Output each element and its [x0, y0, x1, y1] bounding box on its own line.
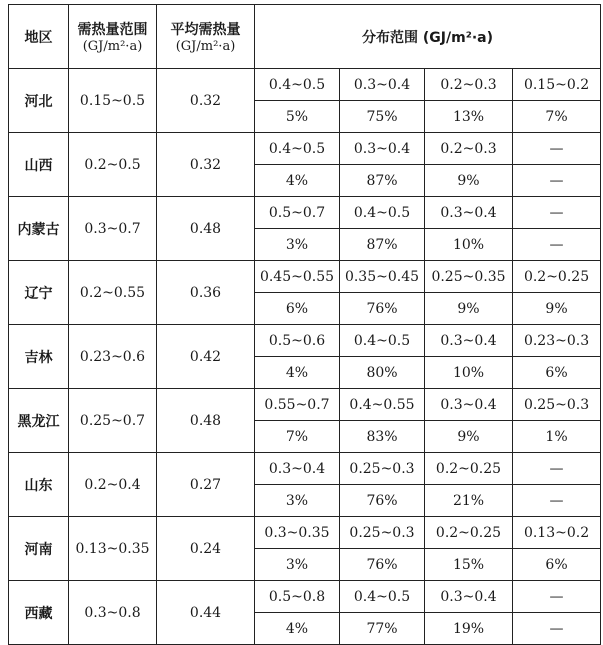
dist-range-cell: 0.3~0.35	[255, 517, 340, 549]
region-cell: 山东	[9, 453, 69, 517]
header-row	[9, 5, 601, 69]
dist-percent-cell: 6%	[255, 293, 340, 325]
dist-percent-cell: 76%	[340, 549, 425, 581]
table-row	[9, 133, 601, 165]
dist-range-cell: 0.3~0.4	[425, 197, 513, 229]
dist-range-cell: 0.3~0.4	[255, 453, 340, 485]
dist-range-cell: 0.25~0.35	[425, 261, 513, 293]
dist-range-cell: 0.15~0.2	[513, 69, 601, 101]
dist-range-cell: 0.4~0.5	[255, 133, 340, 165]
dist-percent-cell: 6%	[513, 549, 601, 581]
dist-percent-cell: 10%	[425, 357, 513, 389]
range-header-label: 需热量范围	[77, 22, 148, 38]
region-cell: 黑龙江	[9, 389, 69, 453]
dist-range-cell: —	[513, 453, 601, 485]
dist-range-cell: 0.23~0.3	[513, 325, 601, 357]
average-cell: 0.44	[157, 581, 255, 645]
range-header	[69, 5, 157, 69]
range-cell: 0.15~0.5	[69, 69, 157, 133]
dist-percent-cell: 76%	[340, 293, 425, 325]
region-cell: 河南	[9, 517, 69, 581]
range-header-unit: (GJ/m²·a)	[82, 39, 143, 54]
range-cell: 0.25~0.7	[69, 389, 157, 453]
dist-percent-cell: —	[513, 165, 601, 197]
dist-range-cell: 0.45~0.55	[255, 261, 340, 293]
dist-range-cell: 0.2~0.25	[513, 261, 601, 293]
dist-percent-cell: —	[513, 485, 601, 517]
region-header: 地区	[9, 5, 69, 69]
dist-percent-cell: 10%	[425, 229, 513, 261]
region-cell: 吉林	[9, 325, 69, 389]
table-row	[9, 261, 601, 293]
dist-percent-cell: 7%	[513, 101, 601, 133]
dist-range-cell: 0.35~0.45	[340, 261, 425, 293]
range-cell: 0.3~0.8	[69, 581, 157, 645]
dist-range-cell: 0.3~0.4	[340, 133, 425, 165]
dist-range-cell: 0.4~0.5	[340, 581, 425, 613]
dist-percent-cell: —	[513, 229, 601, 261]
dist-range-cell: 0.3~0.4	[425, 325, 513, 357]
dist-range-cell: 0.4~0.5	[340, 325, 425, 357]
average-cell: 0.42	[157, 325, 255, 389]
dist-percent-cell: 77%	[340, 613, 425, 645]
dist-percent-cell: 87%	[340, 165, 425, 197]
range-cell: 0.13~0.35	[69, 517, 157, 581]
average-cell: 0.32	[157, 69, 255, 133]
dist-percent-cell: 1%	[513, 421, 601, 453]
region-cell: 山西	[9, 133, 69, 197]
dist-range-cell: —	[513, 133, 601, 165]
dist-percent-cell: 3%	[255, 229, 340, 261]
table-row	[9, 389, 601, 421]
dist-percent-cell: 9%	[425, 293, 513, 325]
dist-range-cell: 0.25~0.3	[340, 453, 425, 485]
average-header-label: 平均需热量	[170, 22, 241, 38]
dist-range-cell: 0.3~0.4	[425, 581, 513, 613]
dist-range-cell: 0.4~0.5	[255, 69, 340, 101]
table-row	[9, 69, 601, 101]
dist-range-cell: 0.5~0.8	[255, 581, 340, 613]
region-cell: 内蒙古	[9, 197, 69, 261]
heat-demand-table	[8, 4, 601, 645]
dist-range-cell: 0.3~0.4	[425, 389, 513, 421]
average-cell: 0.48	[157, 197, 255, 261]
dist-percent-cell: 19%	[425, 613, 513, 645]
dist-percent-cell: 15%	[425, 549, 513, 581]
range-cell: 0.23~0.6	[69, 325, 157, 389]
dist-percent-cell: 4%	[255, 613, 340, 645]
dist-percent-cell: 80%	[340, 357, 425, 389]
region-cell: 辽宁	[9, 261, 69, 325]
average-cell: 0.32	[157, 133, 255, 197]
average-cell: 0.24	[157, 517, 255, 581]
average-cell: 0.36	[157, 261, 255, 325]
region-cell: 西藏	[9, 581, 69, 645]
table-row	[9, 581, 601, 613]
table-row	[9, 517, 601, 549]
dist-percent-cell: 3%	[255, 549, 340, 581]
table-row	[9, 197, 601, 229]
dist-percent-cell: 9%	[425, 165, 513, 197]
dist-percent-cell: 3%	[255, 485, 340, 517]
table-body	[9, 69, 601, 645]
average-cell: 0.48	[157, 389, 255, 453]
dist-percent-cell: 13%	[425, 101, 513, 133]
range-cell: 0.3~0.7	[69, 197, 157, 261]
dist-percent-cell: 87%	[340, 229, 425, 261]
dist-range-cell: 0.5~0.6	[255, 325, 340, 357]
dist-range-cell: 0.2~0.3	[425, 69, 513, 101]
table-row	[9, 325, 601, 357]
average-header	[157, 5, 255, 69]
dist-percent-cell: 4%	[255, 165, 340, 197]
dist-range-cell: 0.3~0.4	[340, 69, 425, 101]
dist-range-cell: 0.25~0.3	[513, 389, 601, 421]
dist-percent-cell: 83%	[340, 421, 425, 453]
average-header-unit: (GJ/m²·a)	[175, 39, 236, 54]
dist-percent-cell: —	[513, 613, 601, 645]
dist-range-cell: 0.55~0.7	[255, 389, 340, 421]
dist-percent-cell: 76%	[340, 485, 425, 517]
dist-range-cell: 0.2~0.3	[425, 133, 513, 165]
region-cell: 河北	[9, 69, 69, 133]
table-row	[9, 453, 601, 485]
dist-range-cell: 0.2~0.25	[425, 517, 513, 549]
dist-range-cell: 0.4~0.5	[340, 197, 425, 229]
dist-range-cell: 0.25~0.3	[340, 517, 425, 549]
dist-percent-cell: 9%	[425, 421, 513, 453]
dist-range-cell: 0.5~0.7	[255, 197, 340, 229]
dist-percent-cell: 5%	[255, 101, 340, 133]
range-cell: 0.2~0.5	[69, 133, 157, 197]
distribution-header: 分布范围 (GJ/m²·a)	[255, 5, 601, 69]
dist-range-cell: 0.13~0.2	[513, 517, 601, 549]
dist-percent-cell: 9%	[513, 293, 601, 325]
dist-percent-cell: 75%	[340, 101, 425, 133]
dist-range-cell: 0.4~0.55	[340, 389, 425, 421]
dist-range-cell: —	[513, 197, 601, 229]
average-cell: 0.27	[157, 453, 255, 517]
dist-percent-cell: 6%	[513, 357, 601, 389]
dist-range-cell: 0.2~0.25	[425, 453, 513, 485]
dist-percent-cell: 7%	[255, 421, 340, 453]
dist-range-cell: —	[513, 581, 601, 613]
dist-percent-cell: 4%	[255, 357, 340, 389]
range-cell: 0.2~0.4	[69, 453, 157, 517]
range-cell: 0.2~0.55	[69, 261, 157, 325]
dist-percent-cell: 21%	[425, 485, 513, 517]
